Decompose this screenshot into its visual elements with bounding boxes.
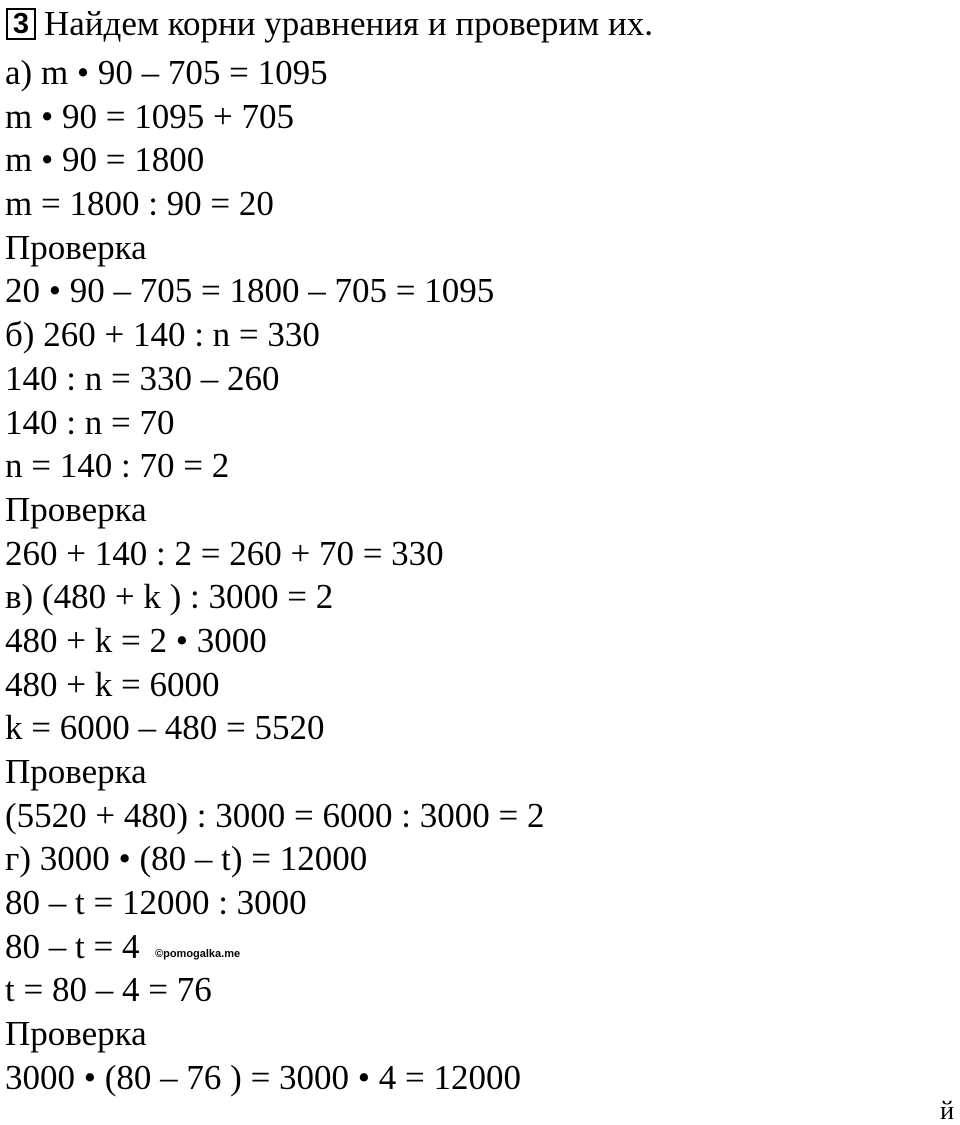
solution-line: m = 1800 : 90 = 20 [5,184,274,224]
solution-lines [5,51,544,1100]
solution-line: 80 – t = 12000 : 3000 [5,883,307,923]
solution-line: 140 : n = 70 [5,402,175,442]
solution-line: 20 • 90 – 705 = 1800 – 705 = 1095 [5,271,495,311]
solution-line: t = 80 – 4 = 76 [5,970,212,1010]
solution-line: (5520 + 480) : 3000 = 6000 : 3000 = 2 [5,795,545,835]
task-statement: Найдем корни уравнения и проверим их. [44,4,654,43]
solution-line: 260 + 140 : 2 = 260 + 70 = 330 [5,533,444,573]
solution-line: 3000 • (80 – 76 ) = 3000 • 4 = 12000 [5,1057,522,1097]
solution-line: 480 + k = 6000 [5,664,220,704]
solution-line: m • 90 = 1095 + 705 [5,96,294,136]
check-heading: Проверка [5,752,147,791]
solution-line: m • 90 = 1800 [5,140,205,180]
solution-line: б) 260 + 140 : n = 330 [5,315,320,355]
solution-line: 140 : n = 330 – 260 [5,358,280,398]
check-heading: Проверка [5,227,147,267]
solution-line: а) m • 90 – 705 = 1095 [5,53,328,92]
task-header [6,4,653,44]
corner-glyph: й [940,1096,954,1125]
solution-line: 480 + k = 2 • 3000 [5,620,267,660]
solution-line: г) 3000 • (80 – t) = 12000 [5,839,368,879]
check-heading: Проверка [5,1014,147,1054]
solution-line: n = 140 : 70 = 2 [5,446,230,486]
check-heading: Проверка [5,489,147,529]
task-number-box: 3 [6,8,36,40]
solution-line: 80 – t = 4 [5,926,140,966]
solution-line: k = 6000 – 480 = 5520 [5,708,325,748]
watermark: ©pomogalka.me [155,948,241,960]
solution-line: в) (480 + k ) : 3000 = 2 [5,577,334,617]
